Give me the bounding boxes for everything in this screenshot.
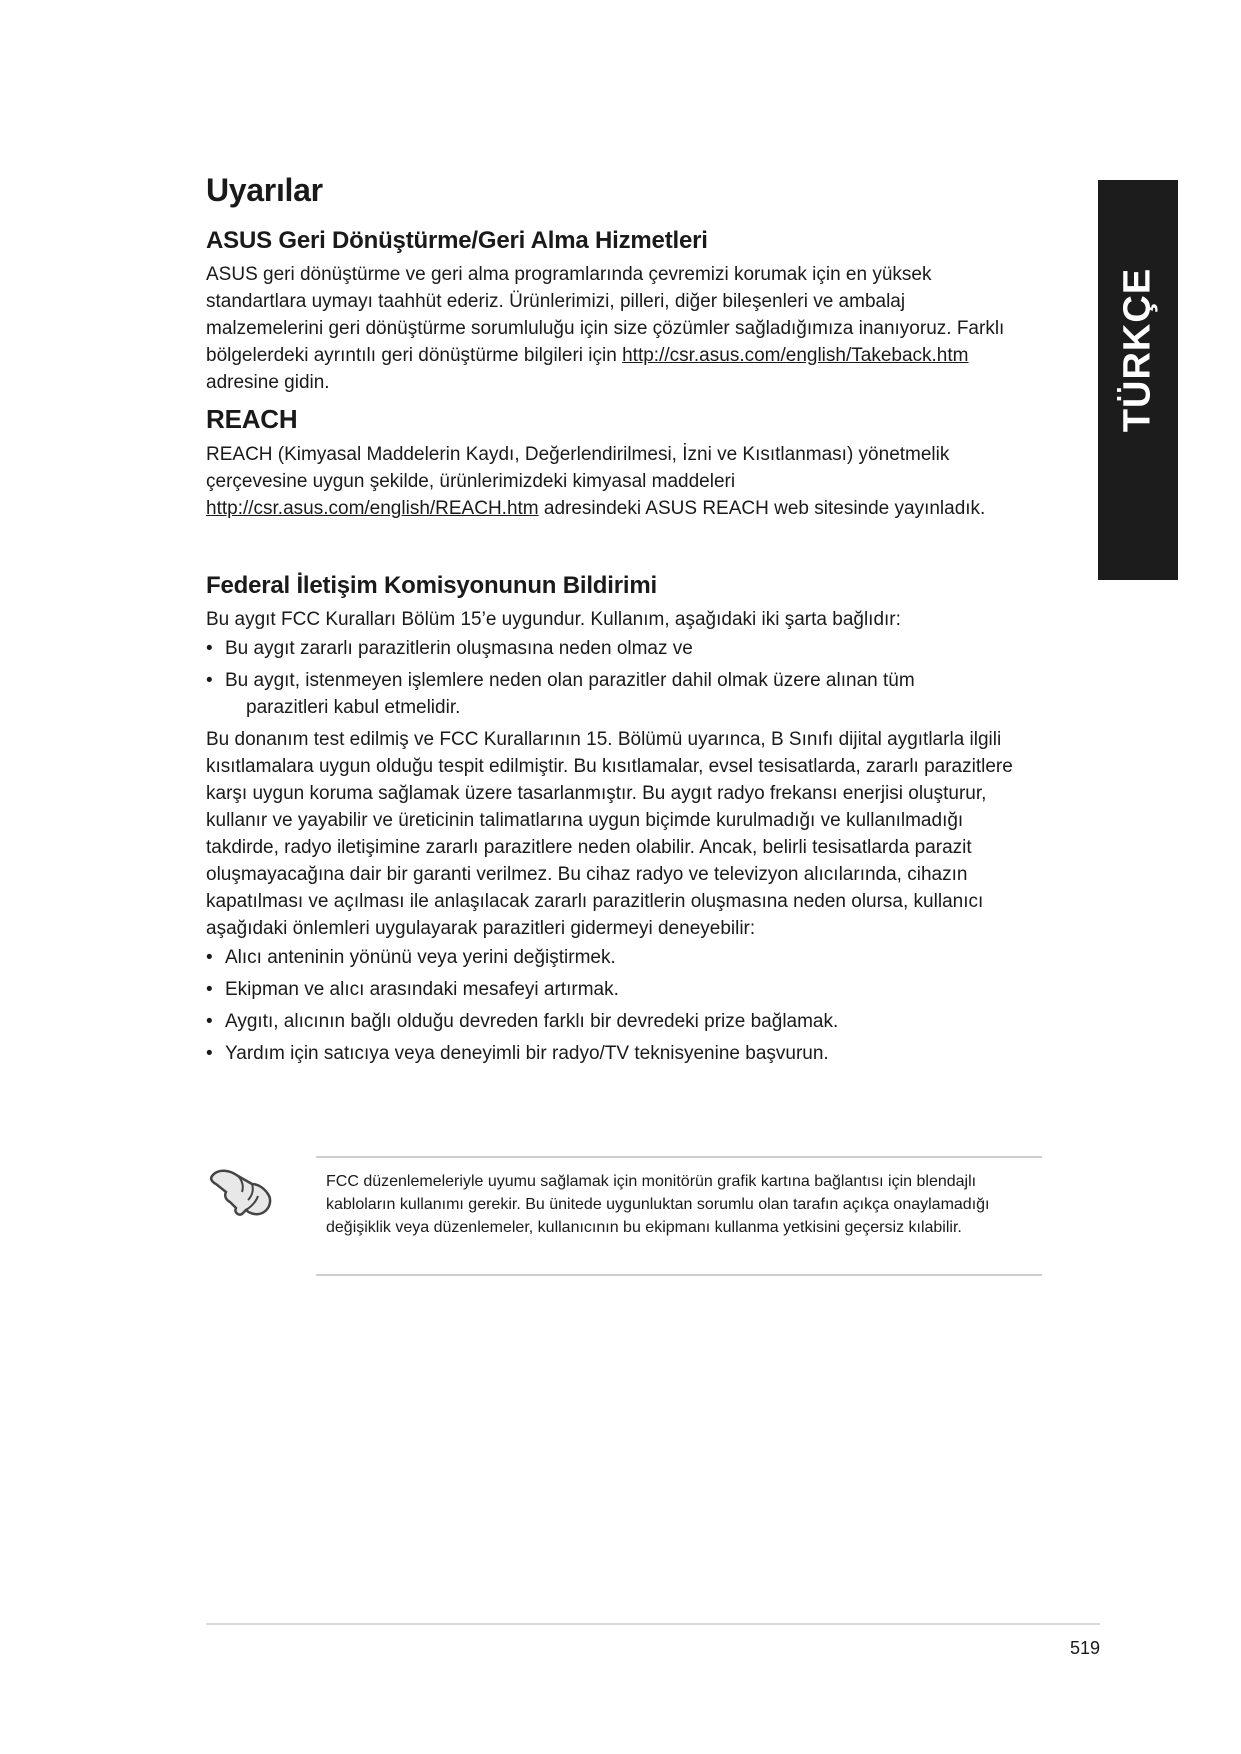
reach-section bbox=[206, 404, 1026, 522]
asus-recycling-text bbox=[206, 261, 1026, 396]
page-title: Uyarılar bbox=[206, 172, 323, 208]
reach-body-end: adresindeki ASUS REACH web sitesinde yayınladık. bbox=[538, 498, 986, 519]
fcc-note-text: FCC düzenlemeleriyle uyumu sağlamak için monitörün grafik kartına bağlantısı için blendajlı kabloların kullanımı gerekir. Bu ünitede uygunluktan sorumlu olan tarafın açıkça onaylamadığı değişiklik veya düzenlemeler, kullanıcının bu ekipmanı kullanma yetkisini geçersiz kılabilir. bbox=[326, 1173, 990, 1236]
page-number: 519 bbox=[1069, 1638, 1100, 1658]
fcc-body: Bu donanım test edilmiş ve FCC Kurallarının 15. Bölümü uyarınca, B Sınıfı dijital aygıtlarla ilgili kısıtlamalara uygun olduğu tespit edilmiştir. Bu kısıtlamalar, evsel tesisatlarda, zararlı parazitlere karşı uygun koruma sağlamak üzere tasarlanmıştır. Bu aygıt radyo frekansı enerjisi oluşturur, kullanır ve yayabilir ve üreticinin talimatlarına uygun biçimde kurulmadığı ve kullanılmadığı takdirde, radyo iletişimine zararlı parazitlere neden olabilir. Ancak, belirli tesisatlarda parazit oluşmayacağına dair bir garanti verilmez. Bu cihaz radyo ve televizyon alıcılarında, cihazın kapatılması ve açılması ile anlaşılacak zararlı parazitlerin oluşmasına neden olursa, kullanıcı aşağıdaki önlemleri uygulayarak parazitleri gidermeyi deneyebilir: bbox=[206, 729, 1013, 939]
reach-link[interactable]: http://csr.asus.com/english/REACH.htm bbox=[206, 498, 539, 519]
condition-text: Bu aygıt zararlı parazitlerin oluşmasına neden olmaz ve bbox=[225, 638, 693, 659]
takeback-link[interactable]: http://csr.asus.com/english/Takeback.htm bbox=[622, 345, 969, 366]
fcc-conditions-list bbox=[206, 635, 1026, 721]
pointing-hand-icon bbox=[208, 1162, 278, 1222]
list-item: • Bu aygıt, istenmeyen işlemlere neden olan parazitler dahil olmak üzere alınan tüm parazitleri kabul etmelidir. bbox=[206, 667, 1026, 721]
fcc-intro: Bu aygıt FCC Kuralları Bölüm 15’e uygundur. Kullanım, aşağıdaki iki şarta bağlıdır: bbox=[206, 609, 901, 630]
measure-text: Alıcı anteninin yönünü veya yerini değiştirmek. bbox=[225, 947, 616, 968]
asus-recycling-body-end: adresine gidin. bbox=[206, 372, 330, 393]
list-item: • Yardım için satıcıya veya deneyimli bir radyo/TV teknisyenine başvurun. bbox=[206, 1043, 829, 1064]
measure-text: Yardım için satıcıya veya deneyimli bir radyo/TV teknisyenine başvurun. bbox=[225, 1043, 829, 1064]
fcc-measures-list bbox=[206, 944, 1026, 1067]
measure-text: Aygıtı, alıcının bağlı olduğu devreden farklı bir devredeki prize bağlamak. bbox=[225, 1011, 839, 1032]
fcc-section bbox=[206, 572, 1026, 1067]
condition-text: Bu aygıt, istenmeyen işlemlere neden olan parazitler dahil olmak üzere alınan tüm bbox=[225, 670, 915, 691]
reach-heading: REACH bbox=[206, 404, 298, 434]
language-side-tab bbox=[1098, 180, 1178, 580]
reach-text bbox=[206, 441, 1026, 522]
list-item: • Aygıtı, alıcının bağlı olduğu devreden farklı bir devredeki prize bağlamak. bbox=[206, 1011, 839, 1032]
condition-text-continued: parazitleri kabul etmelidir. bbox=[246, 697, 461, 718]
list-item: • Bu aygıt zararlı parazitlerin oluşmasına neden olmaz ve bbox=[206, 638, 693, 659]
fcc-heading: Federal İletişim Komisyonunun Bildirimi bbox=[206, 572, 657, 599]
reach-body: REACH (Kimyasal Maddelerin Kaydı, Değerlendirilmesi, İzni ve Kısıtlanması) yönetmelik çerçevesine uygun şekilde, ürünlerimizdeki kimyasal maddeleri bbox=[206, 444, 950, 492]
page-content bbox=[206, 172, 1026, 1073]
fcc-note-box bbox=[316, 1156, 1042, 1276]
asus-recycling-heading: ASUS Geri Dönüştürme/Geri Alma Hizmetleri bbox=[206, 227, 708, 254]
asus-recycling-section bbox=[206, 227, 1026, 396]
side-tab-label: TÜRKÇE bbox=[1116, 267, 1159, 433]
list-item: • Ekipman ve alıcı arasındaki mesafeyi artırmak. bbox=[206, 979, 619, 1000]
footer-divider bbox=[206, 1623, 1100, 1625]
measure-text: Ekipman ve alıcı arasındaki mesafeyi artırmak. bbox=[225, 979, 619, 1000]
asus-recycling-body: ASUS geri dönüştürme ve geri alma programlarında çevremizi korumak için en yüksek standartlara uymayı taahhüt ederiz. Ürünlerimizi, pilleri, diğer bileşenleri ve ambalaj malzemelerini geri dönüştürme sorumluluğu için size çözümler sağladığımıza inanıyoruz. Farklı bölgelerdeki ayrıntılı geri dönüştürme bilgileri için bbox=[206, 264, 1005, 366]
list-item: • Alıcı anteninin yönünü veya yerini değiştirmek. bbox=[206, 947, 616, 968]
